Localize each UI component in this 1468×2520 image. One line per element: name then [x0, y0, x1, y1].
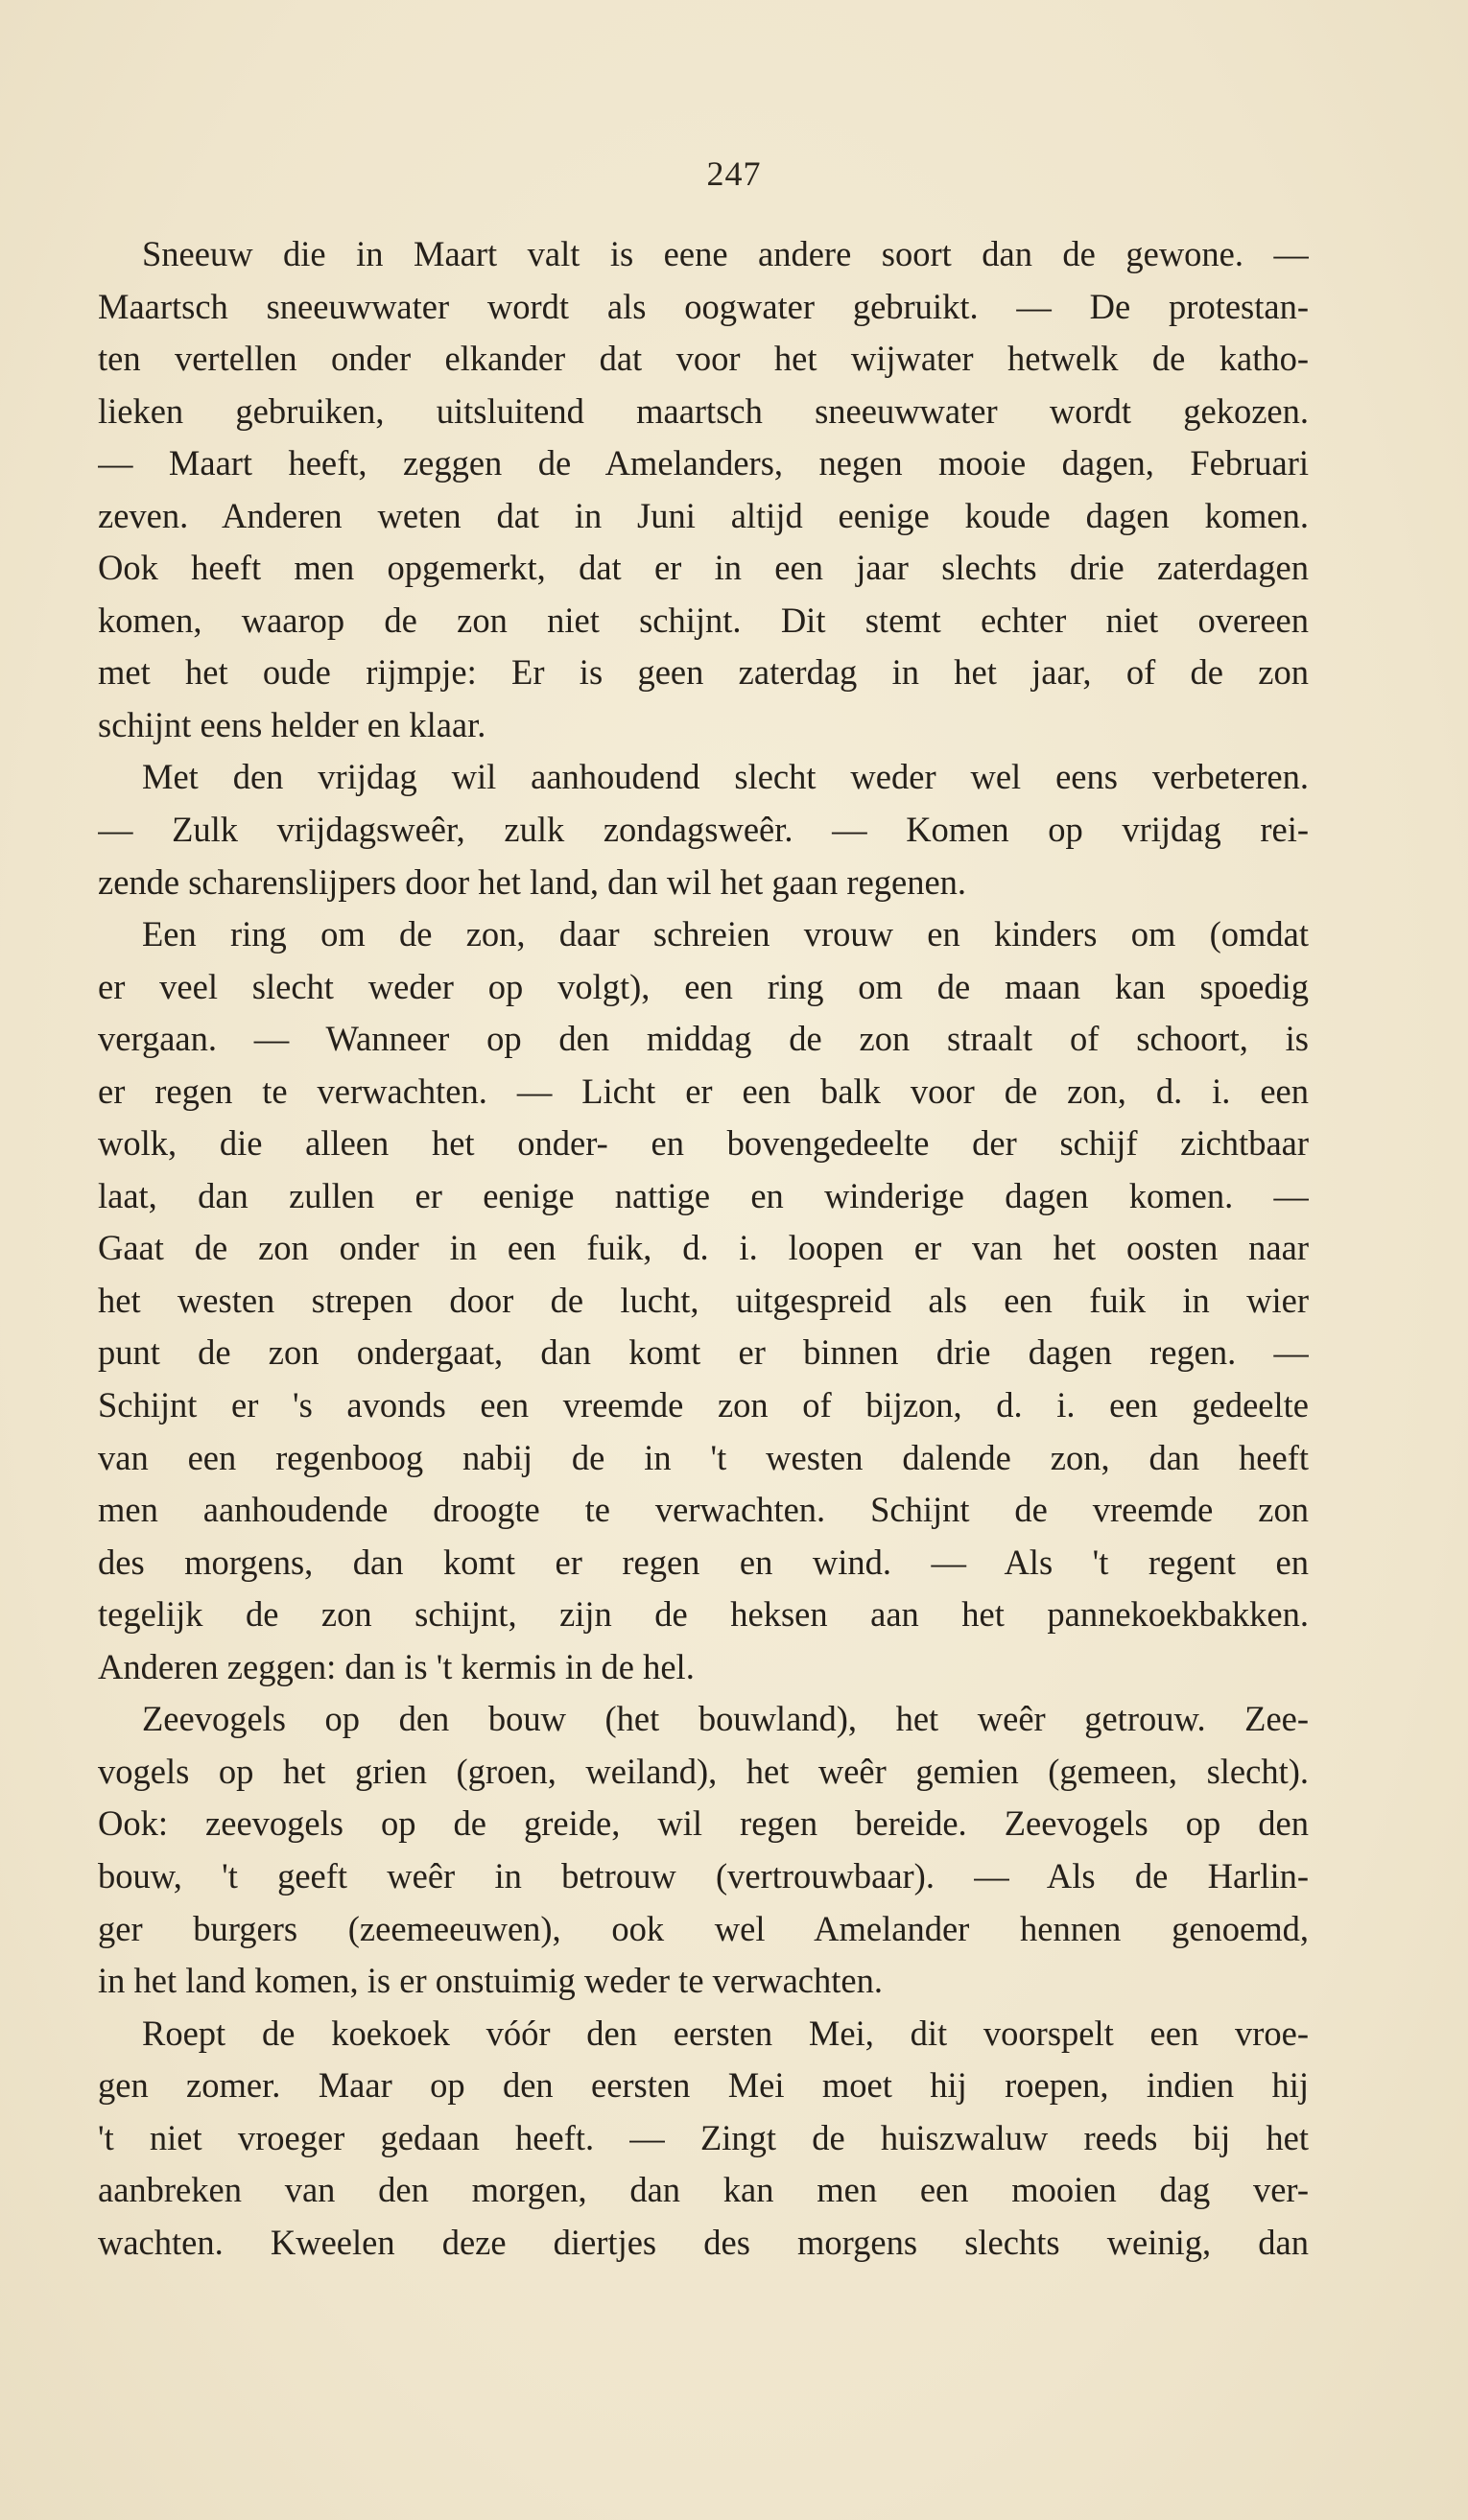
text-line: Anderen zeggen: dan is 't kermis in de hel. — [98, 1646, 695, 1686]
text-line: Maartsch sneeuwwater wordt als oogwater gebruikt. — De protestan- — [98, 286, 1309, 326]
text-line: met het oude rijmpje: Er is geen zaterdag in het jaar, of de zon — [98, 652, 1309, 693]
text-line: tegelijk de zon schijnt, zijn de heksen aan het pannekoekbakken. — [98, 1594, 1309, 1635]
text-line: gen zomer. Maar op den eersten Mei moet hij roepen, indien hij — [98, 2065, 1309, 2106]
text-line: wolk, die alleen het onder- en bovengedeelte der schijf zichtbaar — [98, 1123, 1309, 1164]
text-line: Roept de koekoek vóór den eersten Mei, dit voorspelt een vroe- — [142, 2013, 1309, 2053]
text-line: punt de zon ondergaat, dan komt er binnen drie dagen regen. — — [98, 1332, 1309, 1373]
text-line: ger burgers (zeemeeuwen), ook wel Amelander hennen genoemd, — [98, 1908, 1309, 1948]
text-line: 't niet vroeger gedaan heeft. — Zingt de huiszwaluw reeds bij het — [98, 2117, 1309, 2157]
text-line: Gaat de zon onder in een fuik, d. i. loopen er van het oosten naar — [98, 1228, 1309, 1268]
text-line: komen, waarop de zon niet schijnt. Dit stemt echter niet overeen — [98, 600, 1309, 640]
text-line: er regen te verwachten. — Licht er een balk voor de zon, d. i. een — [98, 1071, 1309, 1111]
text-line: zeven. Anderen weten dat in Juni altijd eenige koude dagen komen. — [98, 495, 1309, 535]
text-line: — Zulk vrijdagsweêr, zulk zondagsweêr. — Komen op vrijdag rei- — [98, 810, 1309, 850]
text-line: het westen strepen door de lucht, uitgespreid als een fuik in wier — [98, 1280, 1309, 1320]
text-line: Ook heeft men opgemerkt, dat er in een jaar slechts drie zaterdagen — [98, 548, 1309, 588]
text-line: in het land komen, is er onstuimig weder te verwachten. — [98, 1961, 883, 2001]
text-line: Een ring om de zon, daar schreien vrouw en kinders om (omdat — [142, 914, 1309, 954]
text-line: wachten. Kweelen deze diertjes des morgens slechts weinig, dan — [98, 2222, 1309, 2262]
text-line: Ook: zeevogels op de greide, wil regen bereide. Zeevogels op den — [98, 1803, 1309, 1844]
text-line: van een regenboog nabij de in 't westen dalende zon, dan heeft — [98, 1437, 1309, 1477]
body-text — [98, 228, 1309, 2269]
text-line: bouw, 't geeft weêr in betrouw (vertrouwbaar). — Als de Harlin- — [98, 1855, 1309, 1896]
text-line: vogels op het grien (groen, weiland), het weêr gemien (gemeen, slecht). — [98, 1751, 1309, 1791]
text-line: er veel slecht weder op volgt), een ring om de maan kan spoedig — [98, 966, 1309, 1006]
text-line: lieken gebruiken, uitsluitend maartsch sneeuwwater wordt gekozen. — [98, 390, 1309, 431]
text-line: Sneeuw die in Maart valt is eene andere soort dan de gewone. — — [142, 234, 1309, 273]
text-line: laat, dan zullen er eenige nattige en winderige dagen komen. — — [98, 1175, 1309, 1215]
text-line: men aanhoudende droogte te verwachten. Schijnt de vreemde zon — [98, 1490, 1309, 1530]
text-line: zende scharenslijpers door het land, dan wil het gaan regenen. — [98, 861, 967, 902]
text-line: Zeevogels op den bouw (het bouwland), het weêr getrouw. Zee- — [142, 1699, 1309, 1739]
page-number: 247 — [706, 154, 762, 193]
text-line: ten vertellen onder elkander dat voor het wijwater hetwelk de katho- — [98, 339, 1309, 379]
text-line: vergaan. — Wanneer op den middag de zon straalt of schoort, is — [98, 1019, 1309, 1059]
text-line: Schijnt er 's avonds een vreemde zon of bijzon, d. i. een gedeelte — [98, 1385, 1309, 1425]
text-line: — Maart heeft, zeggen de Amelanders, negen mooie dagen, Februari — [98, 443, 1309, 483]
text-line: schijnt eens helder en klaar. — [98, 704, 486, 744]
text-line: des morgens, dan komt er regen en wind. — Als 't regent en — [98, 1542, 1309, 1582]
text-line: Met den vrijdag wil aanhoudend slecht weder wel eens verbeteren. — [142, 757, 1309, 797]
text-line: aanbreken van den morgen, dan kan men een mooien dag ver- — [98, 2170, 1309, 2210]
